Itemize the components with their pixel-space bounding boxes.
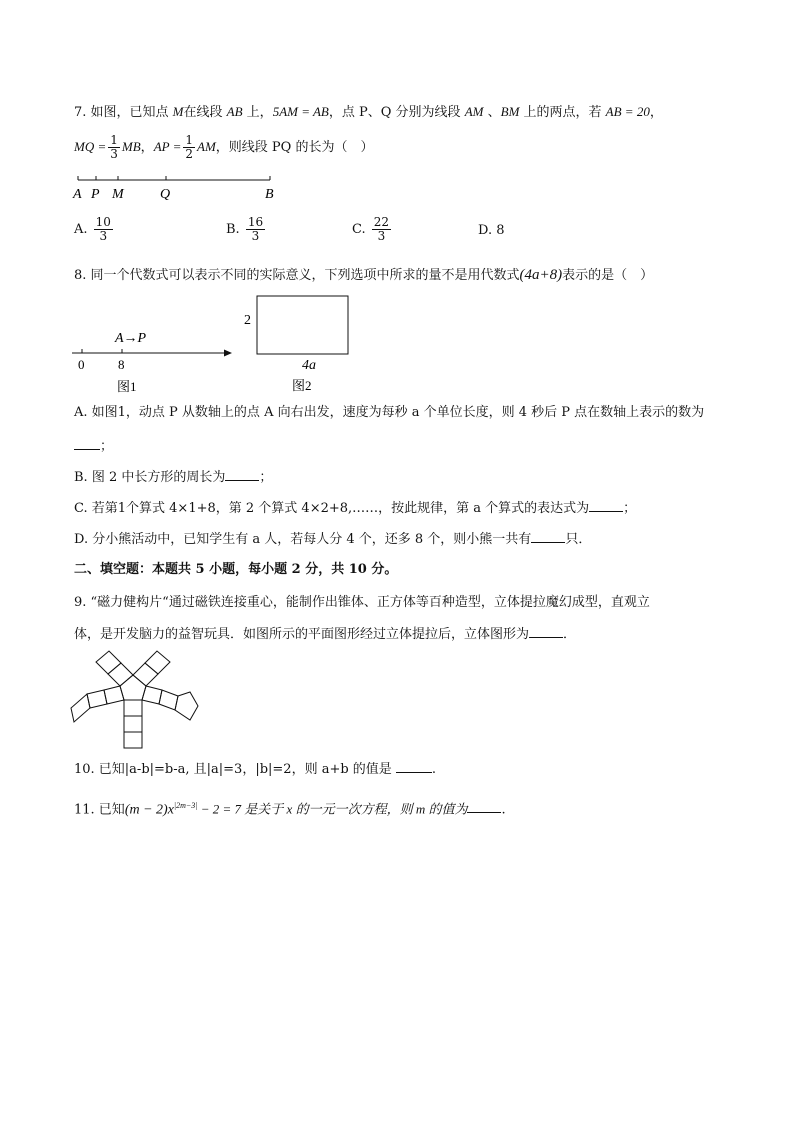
q11-text: − 2 = 7 是关于 x 的一元一次方程，则 m 的值为 xyxy=(197,801,468,817)
q8-option-a[interactable] xyxy=(74,404,704,422)
arrowhead-icon xyxy=(224,350,232,357)
q7-seg-bm: BM xyxy=(500,104,520,119)
q8-text: 只． xyxy=(565,532,592,547)
q9-line2 xyxy=(74,625,576,644)
q9-text: ． xyxy=(563,627,577,642)
option-letter: C. xyxy=(352,222,366,237)
q7-text: 7. 如图，已知点 xyxy=(74,105,173,120)
q8-option-c-text: C. 若第1个算式 4×1+8，第 2 个算式 4×2+8,……，按此规律，第 a 个算式的表达式为 xyxy=(74,501,590,516)
q8-option-b-text: B. 图 2 中长方形的周长为 xyxy=(74,470,226,485)
q10-text: 10. 已知|a-b|=b-a, 且|a|=3，|b|=2，则 a+b 的值是 xyxy=(74,762,392,777)
q9-net-figure xyxy=(66,648,206,750)
fraction-denominator: 2 xyxy=(185,147,193,161)
q8-text: 表示的是（ ） xyxy=(562,268,654,283)
q7-text: 上， xyxy=(242,105,273,120)
q7-sep: ， xyxy=(140,140,154,155)
answer-blank[interactable] xyxy=(396,760,432,773)
q7-line2 xyxy=(74,134,373,161)
fraction-numerator: 16 xyxy=(247,215,264,229)
square-face xyxy=(145,651,170,674)
q7-line1 xyxy=(74,103,663,122)
q7-option-d[interactable] xyxy=(478,223,505,238)
q7-text: ， xyxy=(649,105,663,120)
square-face xyxy=(133,663,158,686)
q7-text: ，则线段 PQ 的长为（ ） xyxy=(215,140,374,155)
q8-figure2-rectangle xyxy=(240,292,360,394)
q8-text: ； xyxy=(259,470,273,485)
square-face xyxy=(142,686,162,704)
q7-mq-fraction xyxy=(108,134,120,161)
fraction-denominator: 3 xyxy=(251,229,260,243)
option-letter: B. xyxy=(226,222,240,237)
fraction-numerator: 10 xyxy=(95,215,111,229)
q8-stem xyxy=(74,266,653,285)
fraction-numerator: 1 xyxy=(110,133,118,147)
answer-blank[interactable] xyxy=(529,625,563,638)
q8-text: ； xyxy=(623,501,637,516)
fraction-denominator: 3 xyxy=(99,229,108,243)
square-face xyxy=(124,700,142,716)
q10 xyxy=(74,760,436,779)
label-q: Q xyxy=(160,187,171,202)
q11-exponent: |2m−3| xyxy=(173,801,198,810)
figure2-caption: 图2 xyxy=(292,378,312,393)
q11-expression: (m − 2)x xyxy=(124,802,174,818)
q8-figure1-number-line xyxy=(70,325,245,395)
q8-option-d-text: D. 分小熊活动中，已知学生有 a 人，若每人分 4 个，还多 8 个，则小熊一共有 xyxy=(74,532,532,547)
q7-eq2: AB = 20 xyxy=(605,104,650,119)
q10-text: . xyxy=(431,762,436,777)
q7-text: ，点 P、Q 分别为线段 xyxy=(328,105,465,120)
label-m: M xyxy=(112,187,124,202)
square-face xyxy=(87,690,107,708)
q7-mq-right: MB xyxy=(121,139,141,154)
q7-ap-right: AM xyxy=(197,139,216,154)
square-face xyxy=(124,716,142,732)
tick-label-0: 0 xyxy=(78,357,85,372)
fraction-denominator: 3 xyxy=(110,147,118,161)
q7-text: 上的两点，若 xyxy=(519,105,606,120)
square-face xyxy=(124,732,142,748)
square-face xyxy=(96,651,121,674)
option-letter: D. xyxy=(478,223,493,238)
arrow-label: A→P xyxy=(115,331,147,346)
q7-seg-ab: AB xyxy=(226,104,243,119)
q8-text: 8. 同一个代数式可以表示不同的实际意义，下列选项中所求的量不是用代数式 xyxy=(74,268,520,283)
answer-blank[interactable] xyxy=(74,437,100,450)
q7-seg-am: AM xyxy=(464,104,484,119)
option-value: 8 xyxy=(496,223,505,238)
q8-text: ； xyxy=(100,439,114,454)
q11 xyxy=(74,797,506,819)
fraction-numerator: 1 xyxy=(185,133,193,147)
q7-mq-left: MQ = xyxy=(74,139,107,154)
label-a: A xyxy=(73,187,82,202)
q9-text: 9. “磁力健构片“通过磁铁连接重心，能制作出锥体、正方体等百种造型，立体提拉魔幻成型，直观立 xyxy=(74,595,650,610)
q9-text: 体，是开发脑力的益智玩具．如图所示的平面图形经过立体提拉后，立体图形为 xyxy=(74,627,530,642)
q7-point-m: M xyxy=(172,104,184,119)
q7-option-a[interactable] xyxy=(74,216,115,243)
q8-option-a-cont xyxy=(74,437,113,456)
section-heading xyxy=(74,561,397,579)
answer-blank[interactable] xyxy=(225,468,259,481)
q8-option-c[interactable] xyxy=(74,499,636,518)
q8-option-a-text: A. 如图1，动点 P 从数轴上的点 A 向右出发，速度为每秒 a 个单位长度，则 4 秒后 P 点在数轴上表示的数为 xyxy=(74,405,705,420)
q9-line1 xyxy=(74,594,650,612)
q7-option-c[interactable] xyxy=(352,216,393,243)
section-title: 二、填空题：本题共 5 小题，每小题 2 分，共 10 分。 xyxy=(74,562,398,577)
q7-ap-fraction xyxy=(183,134,195,161)
option-letter: A. xyxy=(74,222,88,237)
figure1-caption: 图1 xyxy=(117,379,137,394)
q11-text: . xyxy=(501,802,506,818)
q7-segment-figure xyxy=(70,172,285,206)
label-p: P xyxy=(91,187,100,202)
q8-expression: (4a+8) xyxy=(519,267,563,283)
q8-option-d[interactable] xyxy=(74,530,591,549)
fraction-numerator: 22 xyxy=(373,215,390,229)
option-fraction xyxy=(372,216,391,243)
bottom-label: 4a xyxy=(302,358,316,373)
square-face xyxy=(71,694,90,722)
option-fraction xyxy=(246,216,265,243)
answer-blank[interactable] xyxy=(531,530,565,543)
label-b: B xyxy=(265,187,274,202)
q11-text: 11. 已知 xyxy=(74,802,125,818)
option-fraction xyxy=(94,216,113,243)
central-pentagon xyxy=(120,675,146,700)
fraction-denominator: 3 xyxy=(377,229,386,243)
q7-text: 、 xyxy=(483,105,501,120)
q7-option-b[interactable] xyxy=(226,216,267,243)
answer-blank[interactable] xyxy=(467,800,501,813)
side-label: 2 xyxy=(244,313,251,328)
answer-blank[interactable] xyxy=(589,499,623,512)
tick-label-8: 8 xyxy=(118,357,125,372)
q7-ap-left: AP = xyxy=(153,139,182,154)
q7-eq1: 5AM = AB xyxy=(272,104,329,119)
q7-text: 在线段 xyxy=(183,105,227,120)
square-face xyxy=(104,686,124,704)
end-pentagon xyxy=(175,692,198,720)
rectangle xyxy=(257,296,348,354)
q8-option-b[interactable] xyxy=(74,468,272,487)
square-face xyxy=(108,663,133,686)
